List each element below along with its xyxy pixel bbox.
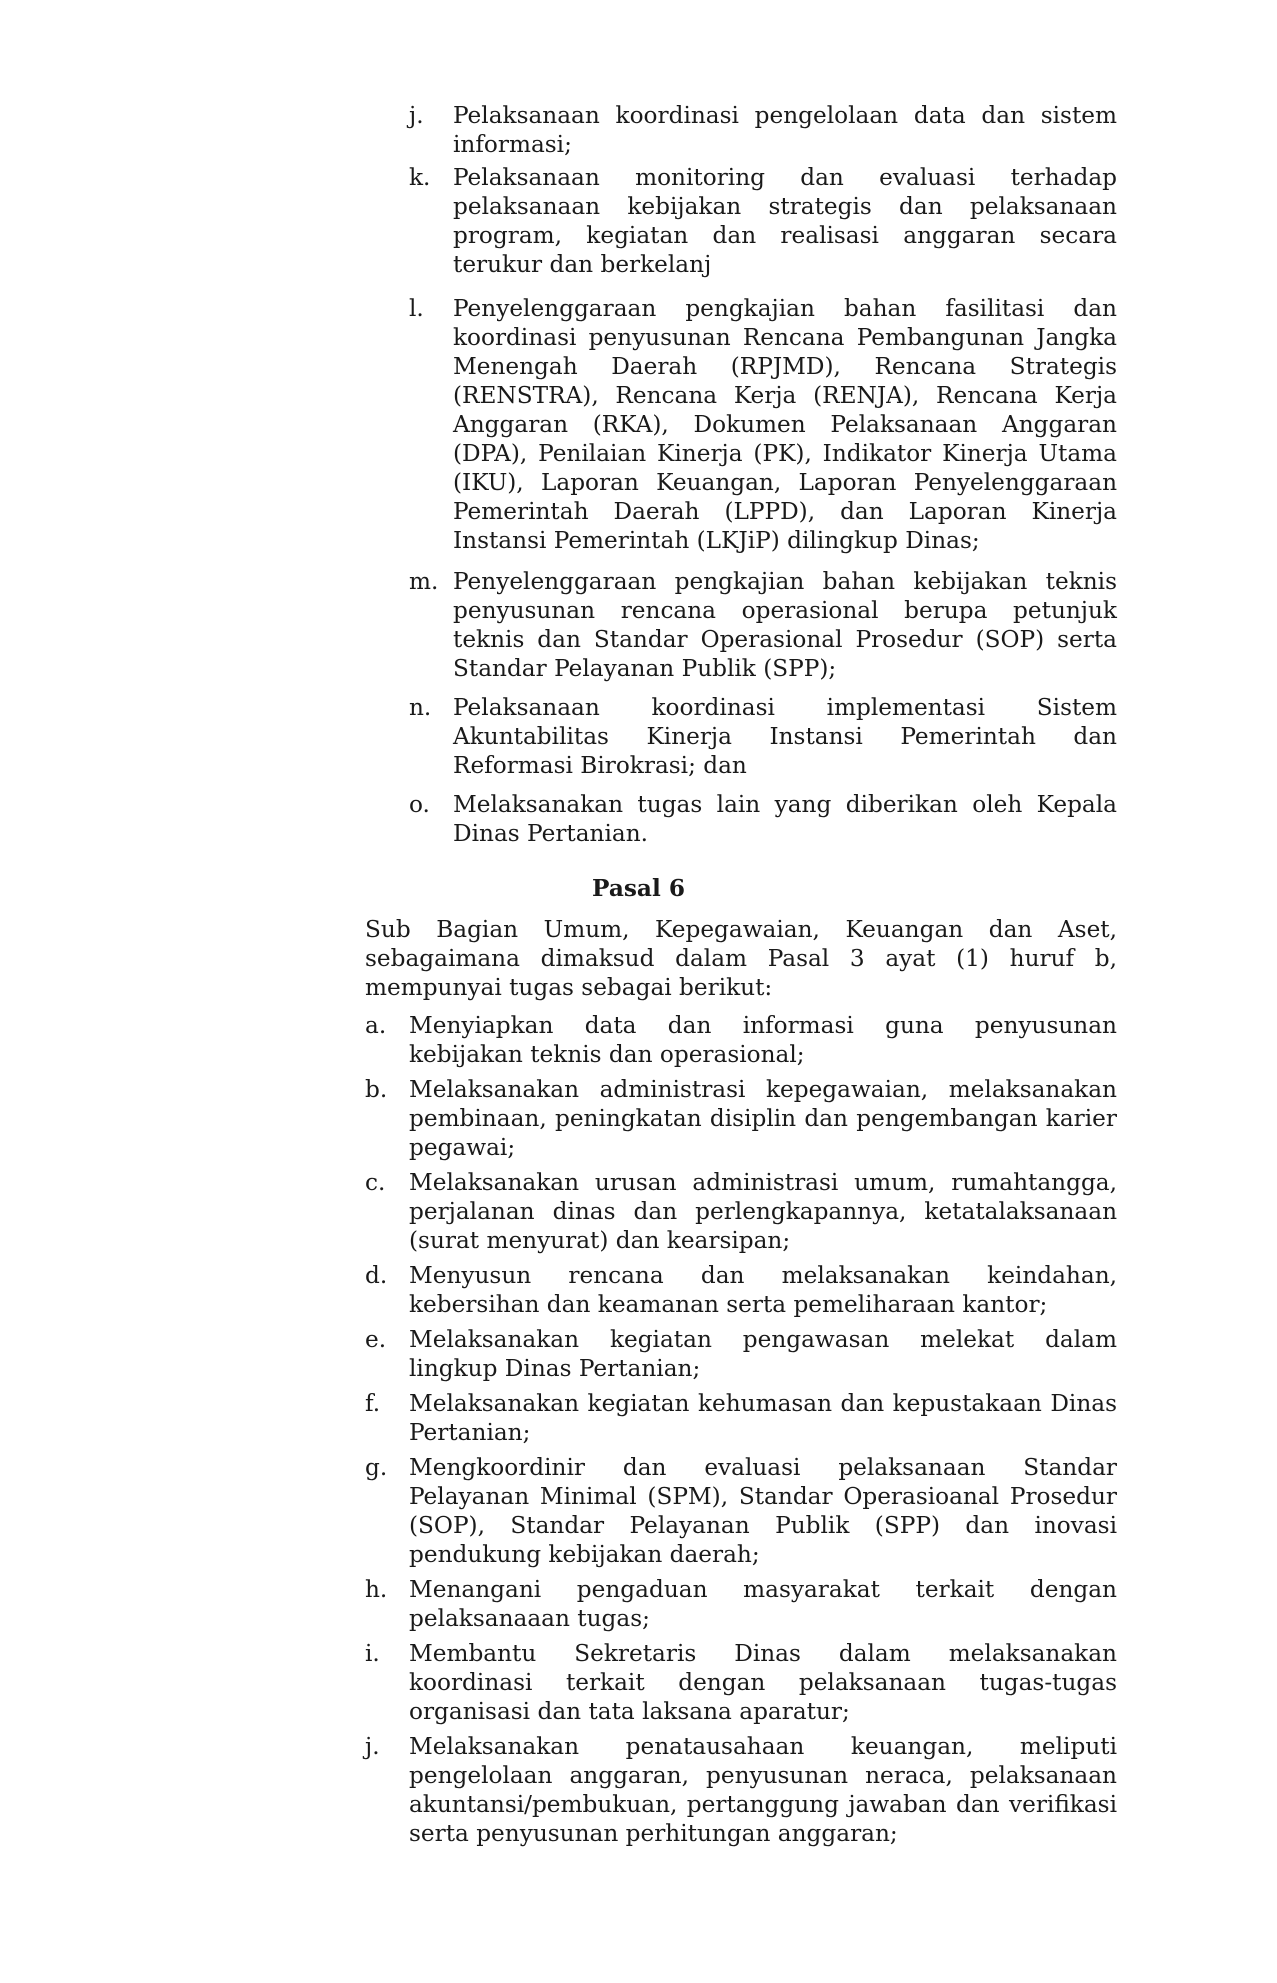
list-item: [365, 1732, 1117, 1848]
list-marker: n.: [409, 694, 432, 721]
list-item: [409, 101, 1117, 159]
list-item-text: Pelaksanaan monitoring dan evaluasi terhadap pelaksanaan kebijakan strategis dan pelaksanaan program, kegiatan dan realisasi anggaran secara terukur dan berkelanj: [453, 164, 1117, 278]
list-item: [365, 1075, 1117, 1162]
section-intro: Sub Bagian Umum, Kepegawaian, Keuangan dan Aset, sebagaimana dimaksud dalam Pasal 3 ayat (1) huruf b, mempunyai tugas sebagai berikut:: [365, 916, 1117, 1001]
list-item: [365, 1168, 1117, 1255]
list-item-text: Melaksanakan administrasi kepegawaian, melaksanakan pembinaan, peningkatan disiplin dan pengembangan karier pegawai;: [409, 1076, 1117, 1161]
list-item: [365, 1011, 1117, 1069]
list-item-text: Penyelenggaraan pengkajian bahan kebijakan teknis penyusunan rencana operasional berupa petunjuk teknis dan Standar Operasional Prosedur (SOP) serta Standar Pelayanan Publik (SPP);: [453, 568, 1117, 682]
duties-list-continued: [409, 101, 1117, 848]
list-item-text: Mengkoordinir dan evaluasi pelaksanaan Standar Pelayanan Minimal (SPM), Standar Operasioanal Prosedur (SOP), Standar Pelayanan Publik (SPP) dan inovasi pendukung kebijakan daerah;: [409, 1454, 1117, 1568]
list-item-text: Pelaksanaan koordinasi implementasi Sistem Akuntabilitas Kinerja Instansi Pemerintah dan Reformasi Birokrasi; dan: [453, 694, 1117, 779]
list-marker: b.: [365, 1076, 388, 1103]
list-item: [409, 790, 1117, 848]
list-item-text: Menangani pengaduan masyarakat terkait dengan pelaksanaaan tugas;: [409, 1576, 1117, 1632]
list-marker: f.: [365, 1390, 381, 1417]
list-item: [365, 1575, 1117, 1633]
list-marker: k.: [409, 164, 431, 191]
list-marker: j.: [365, 1733, 380, 1760]
list-marker: i.: [365, 1640, 380, 1667]
list-item: [409, 693, 1117, 780]
list-item-text: Menyiapkan data dan informasi guna penyusunan kebijakan teknis dan operasional;: [409, 1012, 1117, 1068]
list-item-text: Membantu Sekretaris Dinas dalam melaksanakan koordinasi terkait dengan pelaksanaan tugas-tugas organisasi dan tata laksana aparatur;: [409, 1640, 1117, 1725]
list-item: [365, 1453, 1117, 1569]
list-item-text: Melaksanakan kegiatan pengawasan melekat dalam lingkup Dinas Pertanian;: [409, 1326, 1117, 1382]
list-item: [409, 567, 1117, 683]
list-marker: c.: [365, 1169, 386, 1196]
list-item: [365, 1261, 1117, 1319]
list-item-text: Melaksanakan kegiatan kehumasan dan kepustakaan Dinas Pertanian;: [409, 1390, 1117, 1446]
list-item-text: Menyusun rencana dan melaksanakan keindahan, kebersihan dan keamanan serta pemeliharaan kantor;: [409, 1262, 1117, 1318]
list-item-text: Melaksanakan tugas lain yang diberikan oleh Kepala Dinas Pertanian.: [453, 791, 1117, 847]
list-marker: a.: [365, 1012, 387, 1039]
list-item-text: Melaksanakan urusan administrasi umum, rumahtangga, perjalanan dinas dan perlengkapannya, ketatalaksanaan (surat menyurat) dan kearsipan;: [409, 1169, 1117, 1254]
list-item: [365, 1325, 1117, 1383]
list-item-text: Penyelenggaraan pengkajian bahan fasilitasi dan koordinasi penyusunan Rencana Pembangunan Jangka Menengah Daerah (RPJMD), Rencana Strategis (RENSTRA), Rencana Kerja (RENJA), Rencana Kerja Anggaran (RKA), Dokumen Pelaksanaan Anggaran (DPA), Penilaian Kinerja (PK), Indikator Kinerja Utama (IKU), Laporan Keuangan, Laporan Penyelenggaraan Pemerintah Daerah (LPPD), dan Laporan Kinerja Instansi Pemerintah (LKJiP) dilingkup Dinas;: [453, 295, 1117, 554]
list-item-text: Melaksanakan penatausahaan keuangan, meliputi pengelolaan anggaran, penyusunan neraca, pelaksanaan akuntansi/pembukuan, pertanggung jawaban dan verifikasi serta penyusunan perhitungan anggaran;: [409, 1733, 1117, 1847]
list-marker: l.: [409, 295, 424, 322]
duties-list: [365, 1011, 1117, 1848]
list-item: [365, 1389, 1117, 1447]
list-marker: m.: [409, 568, 439, 595]
list-marker: o.: [409, 791, 430, 818]
list-item: [409, 294, 1117, 555]
list-marker: d.: [365, 1262, 388, 1289]
list-item-text: Pelaksanaan koordinasi pengelolaan data dan sistem informasi;: [453, 102, 1117, 158]
list-marker: h.: [365, 1576, 388, 1603]
list-item: [365, 1639, 1117, 1726]
list-marker: e.: [365, 1326, 387, 1353]
section-heading: Pasal 6: [592, 875, 685, 902]
list-marker: g.: [365, 1454, 388, 1481]
list-item: [409, 163, 1117, 279]
list-marker: j.: [409, 102, 424, 129]
